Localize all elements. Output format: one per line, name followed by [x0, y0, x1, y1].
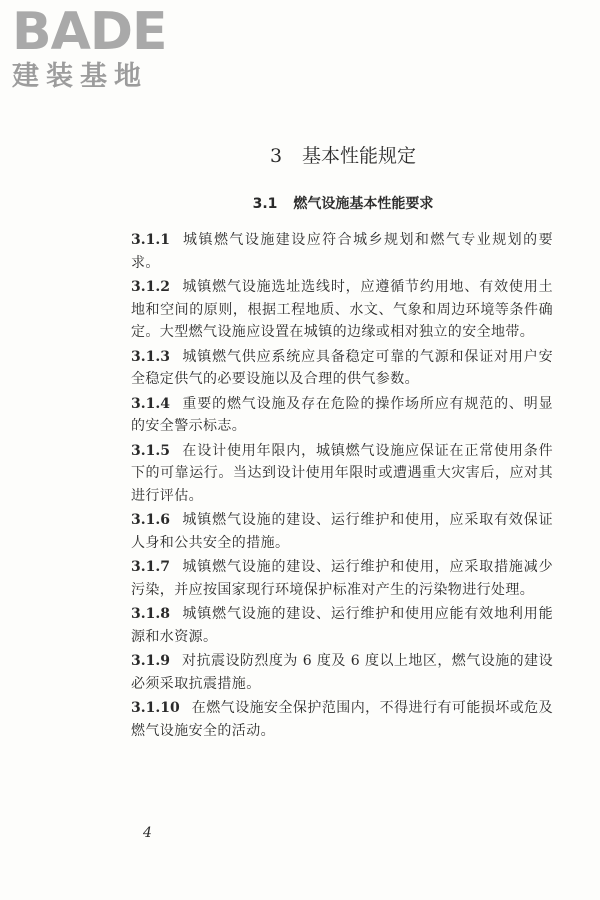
clause-3-1-8 — [131, 603, 553, 648]
clause-text: 城镇燃气设施的建设、运行维护和使用应能有效地利用能源和水资源。 — [131, 606, 553, 645]
logo-subtitle: 建装基地 — [12, 61, 148, 92]
clause-text: 城镇燃气设施的建设、运行维护和使用，应采取有效保证人身和公共安全的措施。 — [131, 512, 553, 551]
bade-logo — [12, 2, 167, 92]
clause-3-1-9 — [131, 650, 553, 695]
clause-number: 3.1.5 — [131, 442, 170, 459]
clause-number: 3.1.7 — [131, 559, 170, 575]
clause-3-1-5 — [131, 440, 553, 508]
section-number: 3.1 — [252, 196, 278, 212]
clause-number: 3.1.3 — [131, 348, 170, 365]
clause-number: 3.1.10 — [131, 700, 180, 716]
logo-wordmark: BADE — [12, 2, 167, 62]
clause-number: 3.1.2 — [131, 279, 170, 295]
clause-text: 在设计使用年限内，城镇燃气设施应保证在正常使用条件下的可靠运行。当达到设计使用年限时或遭遇重大灾害后，应对其进行评估。 — [131, 442, 553, 504]
clause-3-1-6 — [131, 509, 553, 554]
clause-3-1-7 — [131, 556, 553, 601]
clause-3-1-2 — [131, 276, 553, 344]
chapter-title — [0, 143, 600, 169]
clause-number: 3.1.8 — [131, 606, 170, 622]
clause-number: 3.1.4 — [131, 395, 170, 412]
clause-list — [131, 229, 553, 742]
page-number: 4 — [143, 825, 152, 841]
clause-text: 重要的燃气设施及存在危险的操作场所应有规范的、明显的安全警示标志。 — [131, 395, 553, 434]
clause-3-1-10 — [131, 697, 553, 742]
clause-text: 城镇燃气设施的建设、运行维护和使用，应采取措施减少污染，并应按国家现行环境保护标准对产生的污染物进行处理。 — [131, 559, 553, 598]
clause-number: 3.1.1 — [131, 232, 170, 248]
clause-3-1-3 — [131, 346, 553, 391]
chapter-title-text: 基本性能规定 — [302, 145, 417, 167]
clause-3-1-4 — [131, 393, 553, 438]
chapter-number: 3 — [269, 145, 283, 167]
clause-text: 在燃气设施安全保护范围内，不得进行有可能损坏或危及燃气设施安全的活动。 — [131, 700, 553, 739]
section-title-text: 燃气设施基本性能要求 — [293, 196, 434, 212]
clause-text: 城镇燃气供应系统应具备稳定可靠的气源和保证对用户安全稳定供气的必要设施以及合理的供气参数。 — [131, 348, 553, 387]
clause-text: 对抗震设防烈度为 6 度及 6 度以上地区，燃气设施的建设必须采取抗震措施。 — [131, 653, 553, 692]
clause-3-1-1 — [131, 229, 553, 274]
clause-text: 城镇燃气设施选址选线时，应遵循节约用地、有效使用土地和空间的原则，根据工程地质、水文、气象和周边环境等条件确定。大型燃气设施应设置在城镇的边缘或相对独立的安全地带。 — [131, 279, 553, 340]
clause-number: 3.1.6 — [131, 512, 170, 528]
clause-number: 3.1.9 — [131, 653, 170, 669]
clause-text: 城镇燃气设施建设应符合城乡规划和燃气专业规划的要求。 — [131, 232, 553, 271]
section-title — [0, 194, 600, 214]
